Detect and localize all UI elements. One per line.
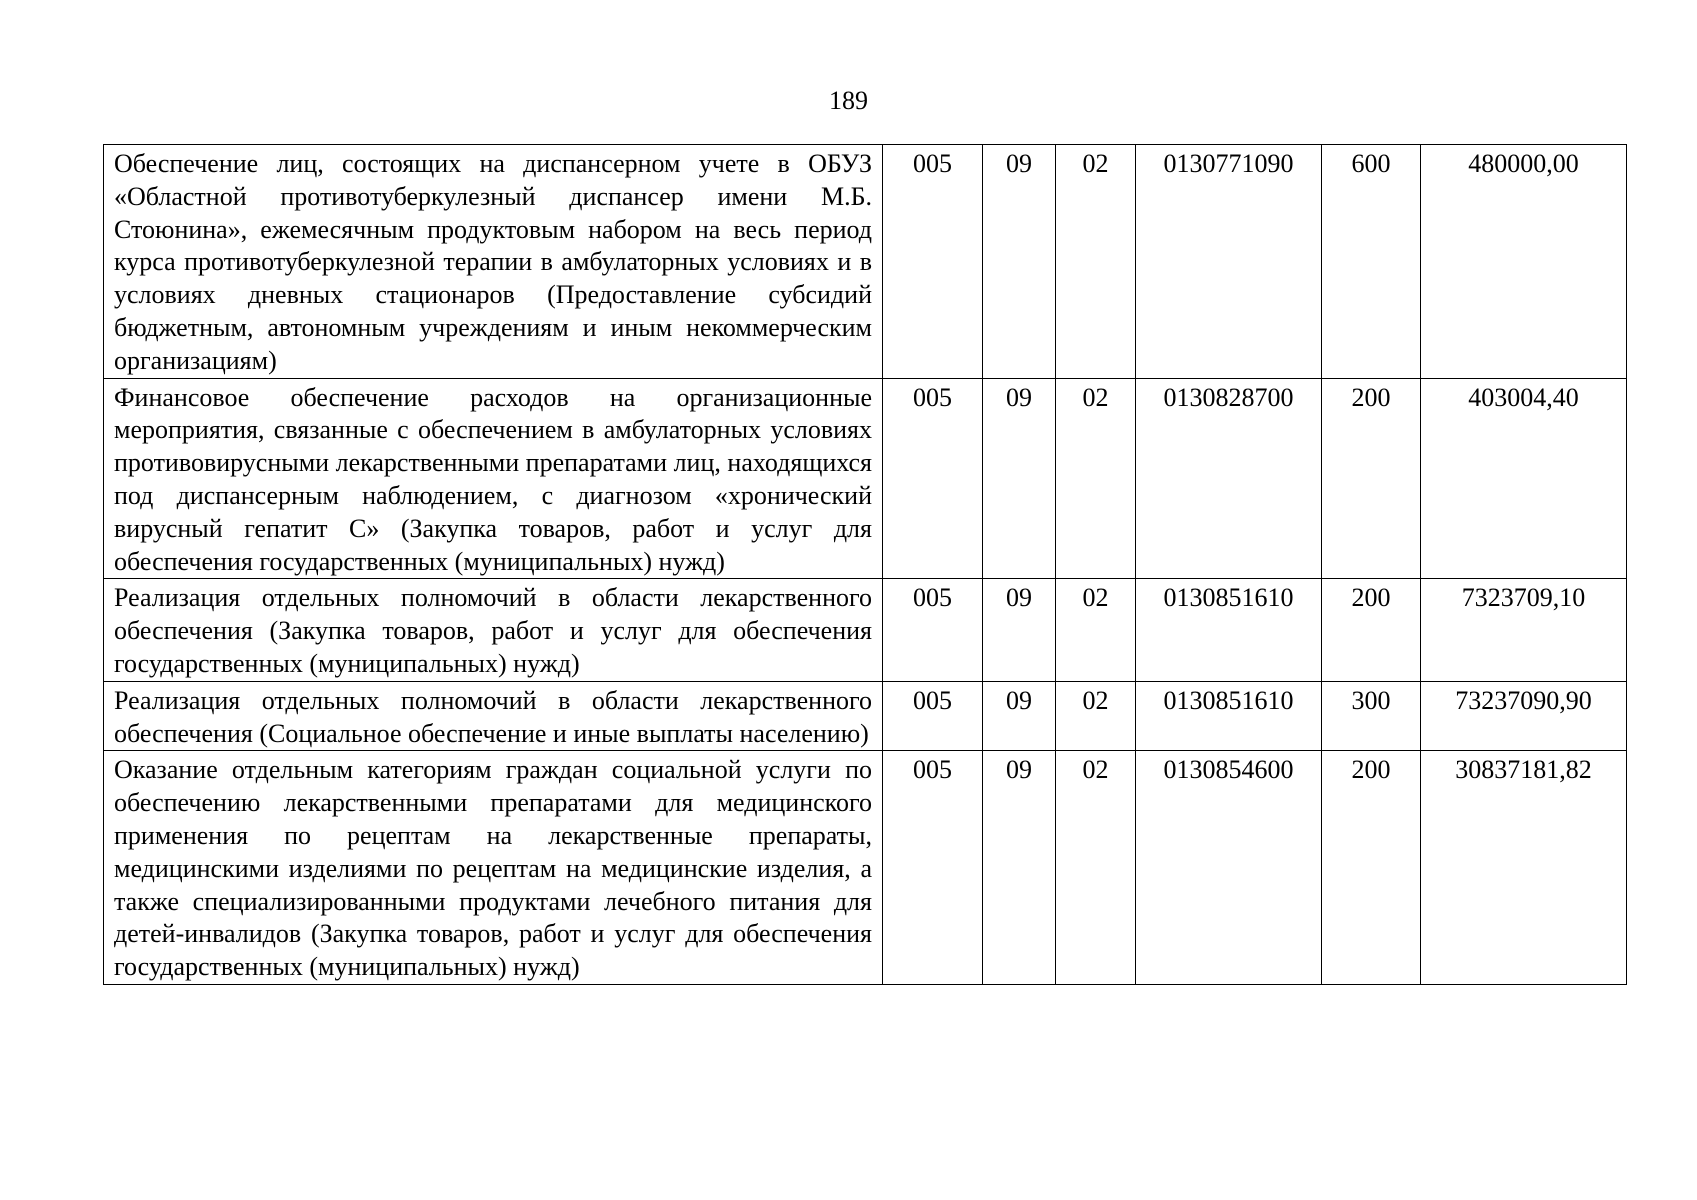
row-section-code: 09 [983, 145, 1056, 379]
row-description: Обеспечение лиц, состоящих на диспансерном учете в ОБУЗ «Областной противотуберкулезный диспансер имени М.Б. Стоюнина», ежемесячным продуктовым набором на весь период курса противотуберкулезной терапии в амбулаторных условиях и в условиях дневных стационаров (Предоставление субсидий бюджетным, автономным учреждениям и иным некоммерческим организациям) [104, 145, 883, 379]
row-target-article: 0130771090 [1136, 145, 1322, 379]
row-amount: 7323709,10 [1421, 579, 1627, 681]
row-target-article: 0130851610 [1136, 681, 1322, 751]
row-description: Оказание отдельным категориям граждан социальной услуги по обеспечению лекарственными препаратами для медицинского применения по рецептам на лекарственные препараты, медицинскими изделиями по рецептам на медицинские изделия, а также специализированными продуктами лечебного питания для детей-инвалидов (Закупка товаров, работ и услуг для обеспечения государственных (муниципальных) нужд) [104, 751, 883, 985]
row-expense-type: 200 [1322, 751, 1421, 985]
row-subsection-code: 02 [1056, 145, 1136, 379]
row-amount: 403004,40 [1421, 378, 1627, 579]
row-description: Реализация отдельных полномочий в области лекарственного обеспечения (Закупка товаров, работ и услуг для обеспечения государственных (муниципальных) нужд) [104, 579, 883, 681]
row-ministry-code: 005 [883, 751, 983, 985]
row-target-article: 0130828700 [1136, 378, 1322, 579]
table-row [104, 751, 1627, 985]
row-amount: 480000,00 [1421, 145, 1627, 379]
row-expense-type: 200 [1322, 378, 1421, 579]
row-subsection-code: 02 [1056, 378, 1136, 579]
page-number: 189 [829, 86, 868, 115]
table-row [104, 681, 1627, 751]
row-ministry-code: 005 [883, 681, 983, 751]
row-subsection-code: 02 [1056, 681, 1136, 751]
table-row [104, 145, 1627, 379]
row-ministry-code: 005 [883, 378, 983, 579]
budget-table [103, 144, 1627, 985]
row-ministry-code: 005 [883, 579, 983, 681]
row-subsection-code: 02 [1056, 579, 1136, 681]
row-ministry-code: 005 [883, 145, 983, 379]
row-expense-type: 600 [1322, 145, 1421, 379]
row-section-code: 09 [983, 579, 1056, 681]
row-target-article: 0130851610 [1136, 579, 1322, 681]
row-subsection-code: 02 [1056, 751, 1136, 985]
row-amount: 30837181,82 [1421, 751, 1627, 985]
row-target-article: 0130854600 [1136, 751, 1322, 985]
row-amount: 73237090,90 [1421, 681, 1627, 751]
table-row [104, 378, 1627, 579]
row-section-code: 09 [983, 751, 1056, 985]
row-description: Финансовое обеспечение расходов на организационные мероприятия, связанные с обеспечением в амбулаторных условиях противовирусными лекарственными препаратами лиц, находящихся под диспансерным наблюдением, с диагнозом «хронический вирусный гепатит С» (Закупка товаров, работ и услуг для обеспечения государственных (муниципальных) нужд) [104, 378, 883, 579]
row-expense-type: 200 [1322, 579, 1421, 681]
row-description: Реализация отдельных полномочий в области лекарственного обеспечения (Социальное обеспечение и иные выплаты населению) [104, 681, 883, 751]
table-row [104, 579, 1627, 681]
row-expense-type: 300 [1322, 681, 1421, 751]
row-section-code: 09 [983, 681, 1056, 751]
row-section-code: 09 [983, 378, 1056, 579]
